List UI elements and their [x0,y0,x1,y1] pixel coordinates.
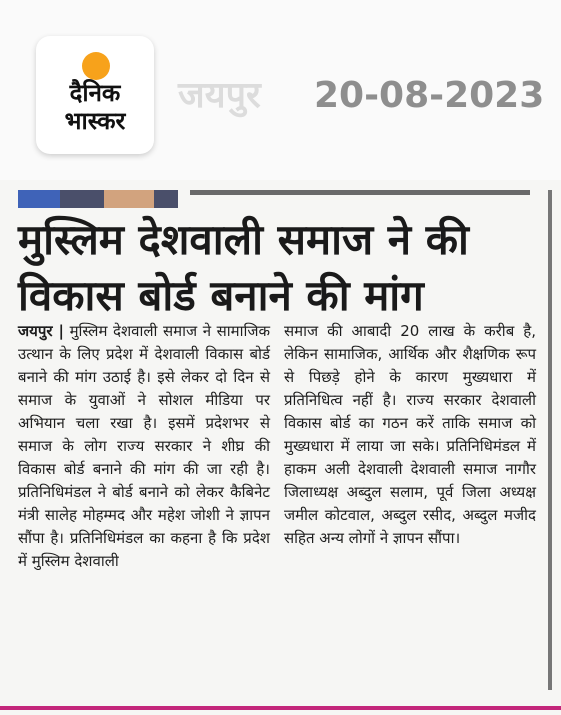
article-headline [18,212,543,324]
dainik-bhaskar-logo[interactable] [36,36,154,154]
article-column-1 [18,320,270,573]
headline-line-2: विकास बोर्ड बनाने की मांग [18,271,424,320]
headline-line-1: मुस्लिम देशवाली समाज ने की [18,215,469,264]
logo-text-line1: दैनिक [69,79,121,107]
column-rule [548,190,552,690]
article-column-2 [284,320,536,550]
edition-city: जयपुर [178,75,261,116]
logo-text-line2: भास्कर [64,107,126,135]
column-1-text: मुस्लिम देशवाली समाज ने सामाजिक उत्थान के लिए प्रदेश में देशवाली विकास बोर्ड बनाने की मांग उठाई है। इसे लेकर दो दिन से समाज के युवाओं ने सोशल मीडिया पर अभियान चला रखा है। इसमें प्रदेशभर से समाज के लोग राज्य सरकार ने शीघ्र की विकास बोर्ड बनाने की मांग की जा रही है। प्रतिनिधिमंडल ने बोर्ड बनाने को लेकर कैबिनेट मंत्री सालेह मोहम्मद और महेश जोशी ने ज्ञापन सौंपा है। प्रतिनिधिमंडल का कहना है कि प्रदेश में मुस्लिम देशवाली [18,322,270,570]
footer-accent-bar [0,706,561,710]
dateline: जयपुर | [18,322,64,340]
photo-strip [18,190,178,208]
app-header [0,0,561,180]
edition-date: 20-08-2023 [314,75,545,116]
sun-icon [82,52,110,80]
column-2-text: समाज की आबादी 20 लाख के करीब है, लेकिन सामाजिक, आर्थिक और शैक्षणिक रूप से पिछड़े होने के कारण मुख्यधारा में प्रतिनिधित्व नहीं है। राज्य सरकार देशवाली विकास बोर्ड का गठन करें ताकि समाज को मुख्यधारा में लाया जा सके। प्रतिनिधिमंडल में हाकम अली देशवाली देशवाली समाज नागौर जिलाध्यक्ष अब्दुल सलाम, पूर्व जिला अध्यक्ष जमील कोटवाल, अब्दुल रसीद, अब्दुल मजीद सहित अन्य लोगों ने ज्ञापन सौंपा। [284,322,536,547]
top-rule [190,190,530,195]
